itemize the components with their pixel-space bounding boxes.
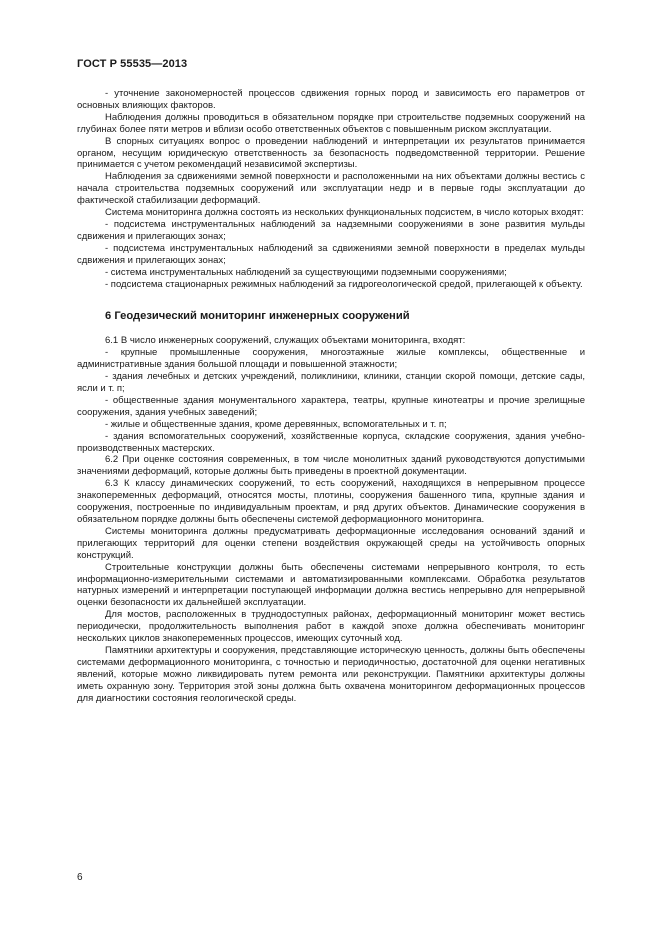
page-number: 6 (77, 872, 83, 883)
list-item: - подсистема стационарных режимных наблюдений за гидрогеологической средой, прилегающей к объекту. (105, 278, 583, 290)
paragraph: Наблюдения за сдвижениями земной поверхности и расположенными на них объектами должны вестись с начала строительства подземных сооружений или эксплуатации недр и в первые годы эксплуатации до фактической стабилизации деформаций. (77, 171, 585, 207)
list-item: - крупные промышленные сооружения, многоэтажные жилые комплексы, общественные и административные здания большой площади и повышенной этажности; (77, 347, 585, 371)
section-title: 6 Геодезический мониторинг инженерных сооружений (105, 310, 410, 323)
document-header: ГОСТ Р 55535—2013 (77, 58, 188, 70)
paragraph: Система мониторинга должна состоять из нескольких функциональных подсистем, в число которых входят: (105, 207, 584, 219)
list-item: - подсистема инструментальных наблюдений за надземными сооружениями в зоне развития мульды сдвижения и прилегающих зонах; (77, 218, 585, 242)
paragraph: Наблюдения должны проводиться в обязательном порядке при строительстве подземных сооружений на глубинах более пяти метров и вблизи особо ответственных объектов с повышенным риском эксплуатации. (77, 111, 585, 135)
paragraph: 6.1 В число инженерных сооружений, служащих объектами мониторинга, входят: (105, 335, 466, 347)
paragraph: 6.3 К классу динамических сооружений, то есть сооружений, находящихся в непрерывном процессе знакопеременных деформаций, относятся мосты, плотины, сооружения башенного типа, крупные здания и сооружения, построенные по индивидуальным проектам, и ряд других объектов. Динамические сооружения в обязательном порядке должны быть обеспечены системой деформационного мониторинга. (77, 478, 585, 525)
list-item: - общественные здания монументального характера, театры, крупные кинотеатры и прочие зрелищные сооружения, здания учебных заведений; (77, 394, 585, 418)
document-body (77, 88, 585, 705)
list-item: - жилые и общественные здания, кроме деревянных, вспомогательных и т. п; (105, 418, 447, 430)
paragraph: - уточнение закономерностей процессов сдвижения горных пород и зависимость его параметров от основных влияющих факторов. (77, 88, 585, 111)
paragraph: Для мостов, расположенных в труднодоступных районах, деформационный мониторинг может вестись периодически, продолжительность выполнения работ в каждой эпохе должна обеспечивать мониторинг нескольких циклов знакопеременных процессов, имеющих суточный ход. (77, 609, 585, 645)
paragraph: Памятники архитектуры и сооружения, представляющие историческую ценность, должны быть обеспечены системами деформационного мониторинга, с точностью и периодичностью, достаточной для оценки негативных явлений, которые можно ликвидировать путем ремонта или реконструкции. Памятники архитектуры должны иметь охранную зону. Территория этой зоны должна быть охвачена мониторингом деформационных процессов для диагностики состояния геологической среды. (77, 644, 585, 704)
paragraph: В спорных ситуациях вопрос о проведении наблюдений и интерпретации их результатов принимается органом, несущим юридическую ответственность за безопасность подведомственной территории. Решение принимается с учетом рекомендаций независимой экспертизы. (77, 135, 585, 171)
list-item: - подсистема инструментальных наблюдений за сдвижениями земной поверхности в пределах мульды сдвижения и прилегающих зонах; (77, 242, 585, 266)
list-item: - система инструментальных наблюдений за существующими подземными сооружениями; (105, 266, 507, 278)
list-item: - здания вспомогательных сооружений, хозяйственные корпуса, складские сооружения, здания учебно-производственных мастерских. (77, 430, 585, 454)
list-item: - здания лечебных и детских учреждений, поликлиники, клиники, станции скорой помощи, детские сады, ясли и т. п; (77, 371, 585, 395)
paragraph: Строительные конструкции должны быть обеспечены системами непрерывного контроля, то есть информационно-измерительными системами и автоматизированными комплексами. Обработка результатов натурных измерений и интерпретации поступающей информации должна вестись непрерывно для непрерывной оценки безопасности их дальнейшей эксплуатации. (77, 561, 585, 609)
paragraph: Системы мониторинга должны предусматривать деформационные исследования оснований зданий и прилегающих территорий для оценки степени воздействия окружающей среды на устойчивость опорных конструкций. (77, 525, 585, 561)
paragraph: 6.2 При оценке состояния современных, в том числе монолитных зданий руководствуются допустимыми значениями деформаций, которые должны быть приведены в проектной документации. (77, 454, 585, 478)
